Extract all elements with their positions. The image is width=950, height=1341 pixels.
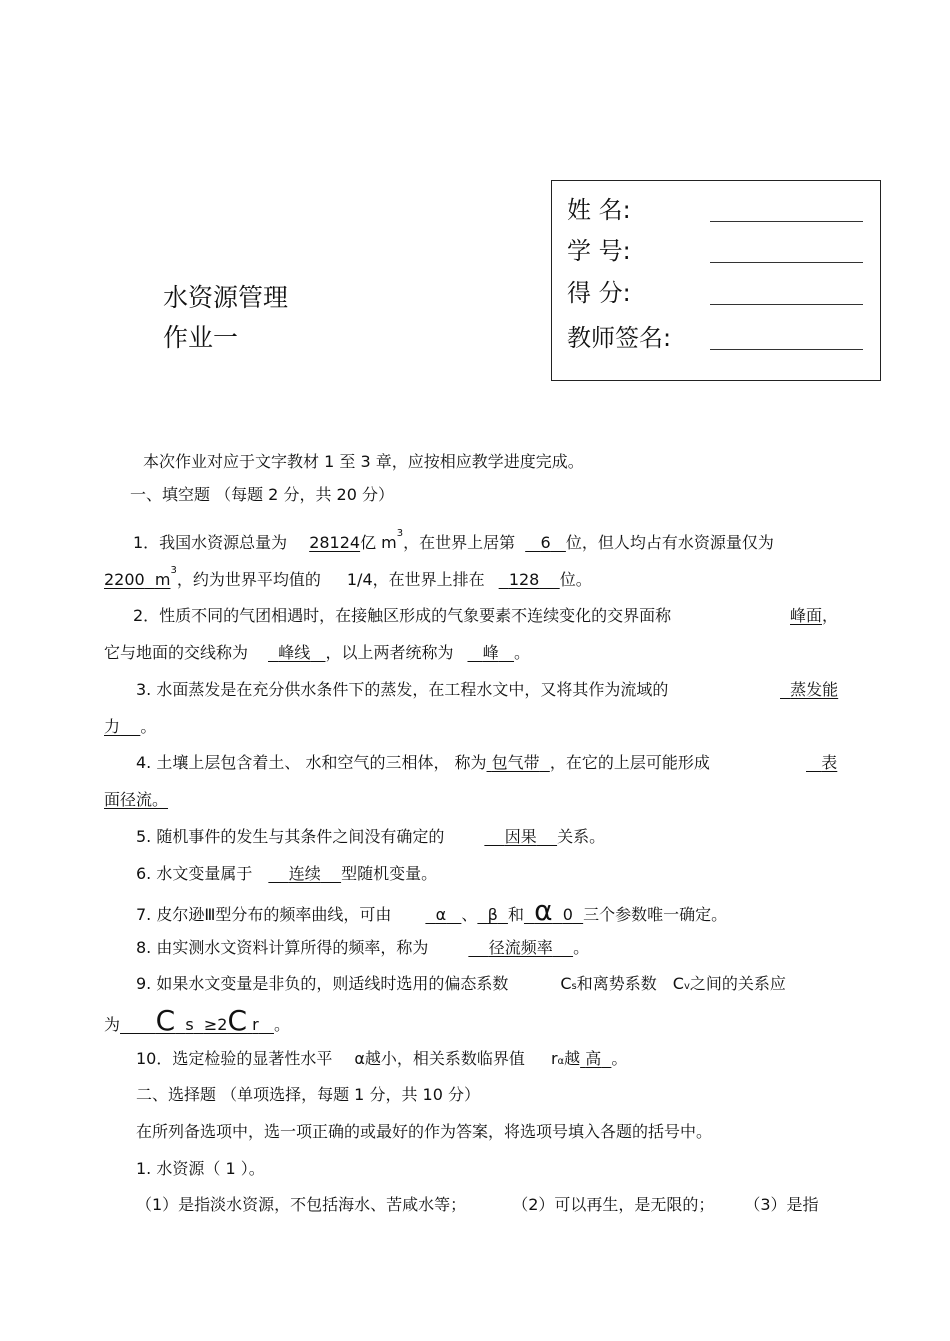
answer-7b: β — [487, 905, 498, 924]
section-1-heading: 一、填空题 （每题 2 分，共 20 分） — [130, 485, 394, 504]
student-info-box — [551, 180, 881, 381]
name-blank[interactable] — [710, 221, 863, 222]
question-8: 8. 由实测水文资料计算所得的频率，称为 径流频率 。 — [136, 938, 590, 957]
answer-1a: 28124 — [309, 533, 361, 552]
teacher-signature-row — [567, 323, 671, 353]
name-row — [567, 195, 631, 225]
question-2-line-1: 2．性质不同的气团相遇时，在接触区形成的气象要素不连续变化的交界面称 — [133, 606, 672, 625]
answer-1e: 128 — [508, 570, 540, 589]
answer-10: 高 — [585, 1049, 602, 1068]
student-id-blank[interactable] — [710, 262, 863, 263]
answer-1d: 1/4 — [346, 570, 373, 589]
answer-7c: α 0 — [534, 894, 573, 927]
question-3-answer: 蒸发能 — [790, 680, 839, 699]
answer-4a: 包气带 — [491, 753, 540, 772]
name-label: 姓 名: — [567, 196, 631, 224]
question-1-line-2: 2200 $m^3$，约为世界平均值的 1/4，在世界上排在 128 位。 — [104, 565, 592, 589]
option-1: （1）是指淡水资源，不包括海水、苦咸水等； — [136, 1195, 467, 1214]
question-4-line-2: 面径流。 — [104, 790, 169, 809]
question-3-line-2: 力 。 — [104, 717, 157, 736]
choice-question-1: 1. 水资源（ 1 ）。 — [136, 1159, 265, 1178]
course-title: 水资源管理 — [163, 283, 289, 312]
intro-text: 本次作业对应于文字教材 1 至 3 章，应按相应教学进度完成。 — [143, 452, 584, 471]
score-blank[interactable] — [710, 304, 863, 305]
answer-1b: 6 — [540, 533, 551, 552]
section-2-instructions: 在所列备选项中，选一项正确的或最好的作为答案，将选项号填入各题的括号中。 — [136, 1122, 713, 1141]
student-id-label: 学 号: — [567, 237, 631, 265]
answer-7a: α — [435, 905, 447, 924]
choice-question-1-options — [136, 1193, 846, 1217]
answer-2c: 峰 — [482, 643, 499, 662]
option-2: （2）可以再生，是无限的； — [512, 1195, 715, 1214]
option-3: （3）是指 — [744, 1195, 819, 1214]
question-2-answer-1: 峰面， — [790, 606, 839, 625]
answer-1c: 2200 m — [104, 570, 171, 589]
question-2-line-2: 它与地面的交线称为 峰线 ，以上两者统称为 峰 。 — [104, 643, 531, 662]
question-9-line-2: 为 C s ≥2C r 。 — [104, 1004, 290, 1037]
answer-6: 连续 — [288, 864, 321, 883]
answer-9: C s ≥2C r — [155, 1004, 259, 1037]
section-2-heading: 二、选择题 （单项选择，每题 1 分，共 10 分） — [136, 1085, 480, 1104]
student-id-row — [567, 236, 631, 266]
question-3-line-1: 3. 水面蒸发是在充分供水条件下的蒸发，在工程水文中，又将其作为流域的 — [136, 680, 669, 699]
question-4-answer-2: 表 — [821, 753, 838, 772]
question-10: 10．选定检验的显著性水平 α越小，相关系数临界值 rα越 高 。 — [136, 1049, 628, 1068]
question-9-line-1: 9. 如果水文变量是非负的，则适线时选用的偏态系数 Cs和离势系数 Cv之间的关系应 — [136, 974, 786, 993]
answer-5: 因果 — [504, 827, 537, 846]
question-1-line-1: 1．我国水资源总量为 28124亿 $m^3$，在世界上居第 6 位，但人均占有水资源量仅为 — [133, 528, 774, 552]
assignment-title: 作业一 — [163, 323, 239, 352]
teacher-signature-blank[interactable] — [710, 349, 863, 350]
question-6: 6. 水文变量属于 连续 型随机变量。 — [136, 864, 438, 883]
teacher-signature-label: 教师签名: — [567, 324, 672, 352]
score-row — [567, 278, 631, 308]
answer-8: 径流频率 — [488, 938, 553, 957]
score-label: 得 分: — [567, 279, 631, 307]
question-4-line-1: 4. 土壤上层包含着土、 水和空气的三相体， 称为 包气带 ，在它的上层可能形成 — [136, 753, 710, 772]
answer-2b: 峰线 — [278, 643, 311, 662]
question-5: 5. 随机事件的发生与其条件之间没有确定的 因果 关系。 — [136, 827, 606, 846]
question-7: 7. 皮尔逊Ⅲ型分布的频率曲线，可由 α 、 β 和 α 0 三个参数唯一确定。 — [136, 894, 728, 927]
